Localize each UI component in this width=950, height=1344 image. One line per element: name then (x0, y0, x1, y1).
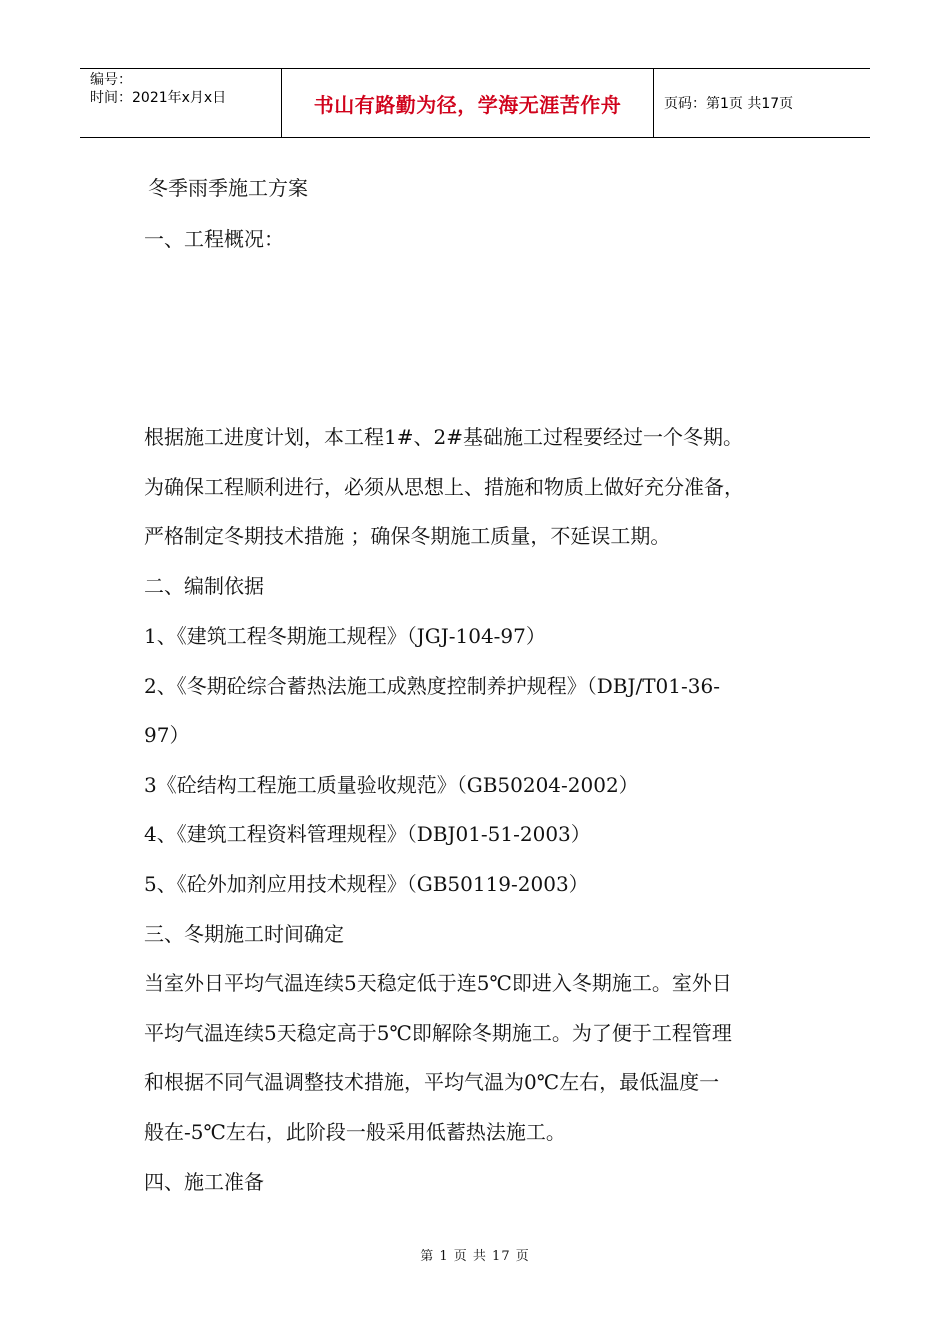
reference-item: 1、《建筑工程冬期施工规程》（JGJ-104-97） (144, 624, 546, 648)
reference-item: 5、《砼外加剂应用技术规程》（GB50119-2003） (144, 872, 589, 896)
section-heading: 三、冬期施工时间确定 (144, 922, 344, 946)
header-page-info: 页码：第1页 共17页 (664, 96, 794, 112)
document-title: 冬季雨季施工方案 (148, 176, 308, 200)
paragraph-line: 为确保工程顺利进行，必须从思想上、措施和物质上做好充分准备， (144, 475, 744, 499)
paragraph-line: 般在-5℃左右，此阶段一般采用低蓄热法施工。 (144, 1120, 566, 1144)
paragraph-line: 和根据不同气温调整技术措施，平均气温为0℃左右，最低温度一 (144, 1070, 720, 1094)
section-heading: 二、编制依据 (144, 574, 264, 598)
page-footer: 第 1 页 共 17 页 (420, 1249, 530, 1264)
paragraph-line: 根据施工进度计划，本工程1#、2#基础施工过程要经过一个冬期。 (144, 425, 743, 449)
section-heading: 一、工程概况： (144, 227, 284, 251)
time-label: 时间：2021年x月x日 (90, 90, 227, 106)
section-heading: 四、施工准备 (144, 1170, 264, 1194)
number-label: 编号： (90, 72, 132, 88)
header-motto-cell (282, 69, 654, 137)
paragraph-line: 当室外日平均气温连续5天稳定低于连5℃即进入冬期施工。室外日 (144, 971, 732, 995)
reference-item-continuation: 97） (144, 723, 190, 747)
reference-item: 3《砼结构工程施工质量验收规范》（GB50204-2002） (144, 773, 639, 797)
paragraph-line: 严格制定冬期技术措施 ；确保冬期施工质量，不延误工期。 (144, 524, 671, 548)
page-header (80, 68, 870, 138)
reference-item: 2、《冬期砼综合蓄热法施工成熟度控制养护规程》（DBJ/T01-36- (144, 674, 720, 698)
reference-item: 4、《建筑工程资料管理规程》（DBJ01-51-2003） (144, 822, 591, 846)
header-motto: 书山有路勤为径，学海无涯苦作舟 (313, 92, 622, 117)
paragraph-line: 平均气温连续5天稳定高于5℃即解除冬期施工。为了便于工程管理 (144, 1021, 732, 1045)
header-meta (80, 69, 282, 137)
